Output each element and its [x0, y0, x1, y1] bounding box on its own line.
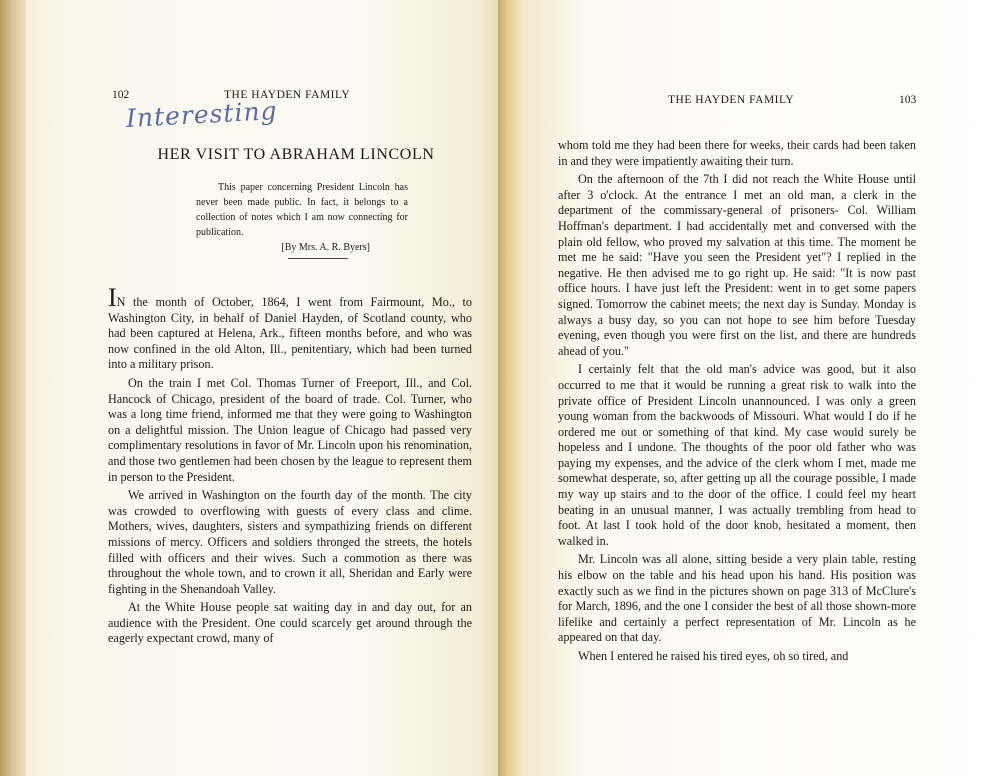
- paragraph-5: On the afternoon of the 7th I did not reach the White House until after 3 o'clock. At the entrance I met an old man, a clerk in the department of the commissary-general of prisoners- Col. William Hoffman's department. I had accidentally met and conversed with the plain old fellow, who proved my salvation at this time. The moment he met me he said: "Have you seen the President yet"? I replied in the negative. He then advised me to go right up. He said: "It is now past office hours. I have just left the President: went in to get some papers signed. Tomorrow the cabinet meets; the next day is Sunday. Monday is always a busy day, so you can not hope to see him before Tuesday evening, even though you were first on the list, and there are hundreds ahead of you.": [558, 172, 916, 358]
- running-head-left: THE HAYDEN FAMILY: [224, 89, 351, 101]
- right-body: [558, 138, 916, 668]
- running-head-right: THE HAYDEN FAMILY: [668, 94, 795, 106]
- paragraph-7: Mr. Lincoln was all alone, sitting beside a very plain table, resting his elbow on the table and his head upon his hand. His position was exactly such as we find in the pictures shown on page 313 of McClure's for March, 1896, and the one I consider the best of all those shown-more lifelike and certainly a perfect representation of Mr. Lincoln as he appeared on that day.: [558, 552, 916, 645]
- paragraph-1-text: N the month of October, 1864, I went from Fairmount, Mo., to Washington City, in behalf of Daniel Hayden, of Scotland county, who had been captured at Helena, Ark., fifteen months before, and who was now confined in the old Alton, Ill., penitentiary, which had been turned into a military prison.: [108, 295, 472, 372]
- paragraph-8: When I entered he raised his tired eyes, oh so tired, and: [578, 649, 849, 663]
- book-edge-left: [0, 0, 26, 776]
- paragraph-4: At the White House people sat waiting day in and day out, for an audience with the President. One could scarcely get around through the eagerly expectant crowd, many of: [108, 600, 472, 646]
- left-body: [108, 283, 472, 650]
- paragraph-1: [108, 283, 472, 373]
- article-title: HER VISIT TO ABRAHAM LINCOLN: [157, 146, 435, 163]
- intro-paragraph: This paper concerning President Lincoln has never been made public. In fact, it belongs to a collection of notes which I am now connecting for publication.: [196, 182, 408, 238]
- paragraph-3: We arrived in Washington on the fourth day of the month. The city was crowded to overflowing with guests of every class and clime. Mothers, wives, daughters, sisters and sympathizing friends on different missions of mercy. Officers and soldiers thronged the streets, the hotels filled with officers and their wives. Such a commotion as there was throughout the whole town, and to crown it all, Sheridan and Early were fighting in the Shenandoah Valley.: [108, 488, 472, 596]
- title-rule: [288, 258, 348, 259]
- page-number-left: 102: [112, 89, 130, 101]
- left-page: [26, 0, 498, 776]
- paragraph-6: I certainly felt that the old man's advice was good, but it also occurred to me that it would be running a great risk to walk into the private office of President Lincoln unannounced. I was only a green young woman from the backwoods of Missouri. What would I do if he ordered me out or something of that kind. My case would surely be hopeless and I undone. The thoughts of the poor old father who was paying my expenses, and the advice of the clerk whom I met, made me somewhat desperate, so, after getting up all the courage possible, I made my way up stairs and to the door of the office. I could feel my heart beating in an unusual manner, I was actually trembling from head to foot. At last I took hold of the door knob, hesitated a moment, then walked in.: [558, 362, 916, 548]
- intro-note: [196, 180, 408, 255]
- book-spine-gutter: [498, 0, 526, 776]
- right-page: [526, 0, 1000, 776]
- byline: [By Mrs. A. R. Byers]: [281, 242, 370, 253]
- page-number-right: 103: [899, 94, 917, 106]
- drop-cap: I: [108, 283, 117, 312]
- continuation-paragraph: whom told me they had been there for weeks, their cards had been taken in and they were impatiently awaiting their turn.: [558, 138, 916, 168]
- handwritten-annotation: Interesting: [125, 96, 279, 133]
- paragraph-2: On the train I met Col. Thomas Turner of Freeport, Ill., and Col. Hancock of Chicago, president of the board of trade. Col. Turner, who was a long time friend, informed me that they were going to Washington on a delightful mission. The Union league of Chicago had passed very complimentary resolutions in favor of Mr. Lincoln upon his renomination, and those two gentlemen had been chosen by the league to represent them in person to the President.: [108, 375, 472, 484]
